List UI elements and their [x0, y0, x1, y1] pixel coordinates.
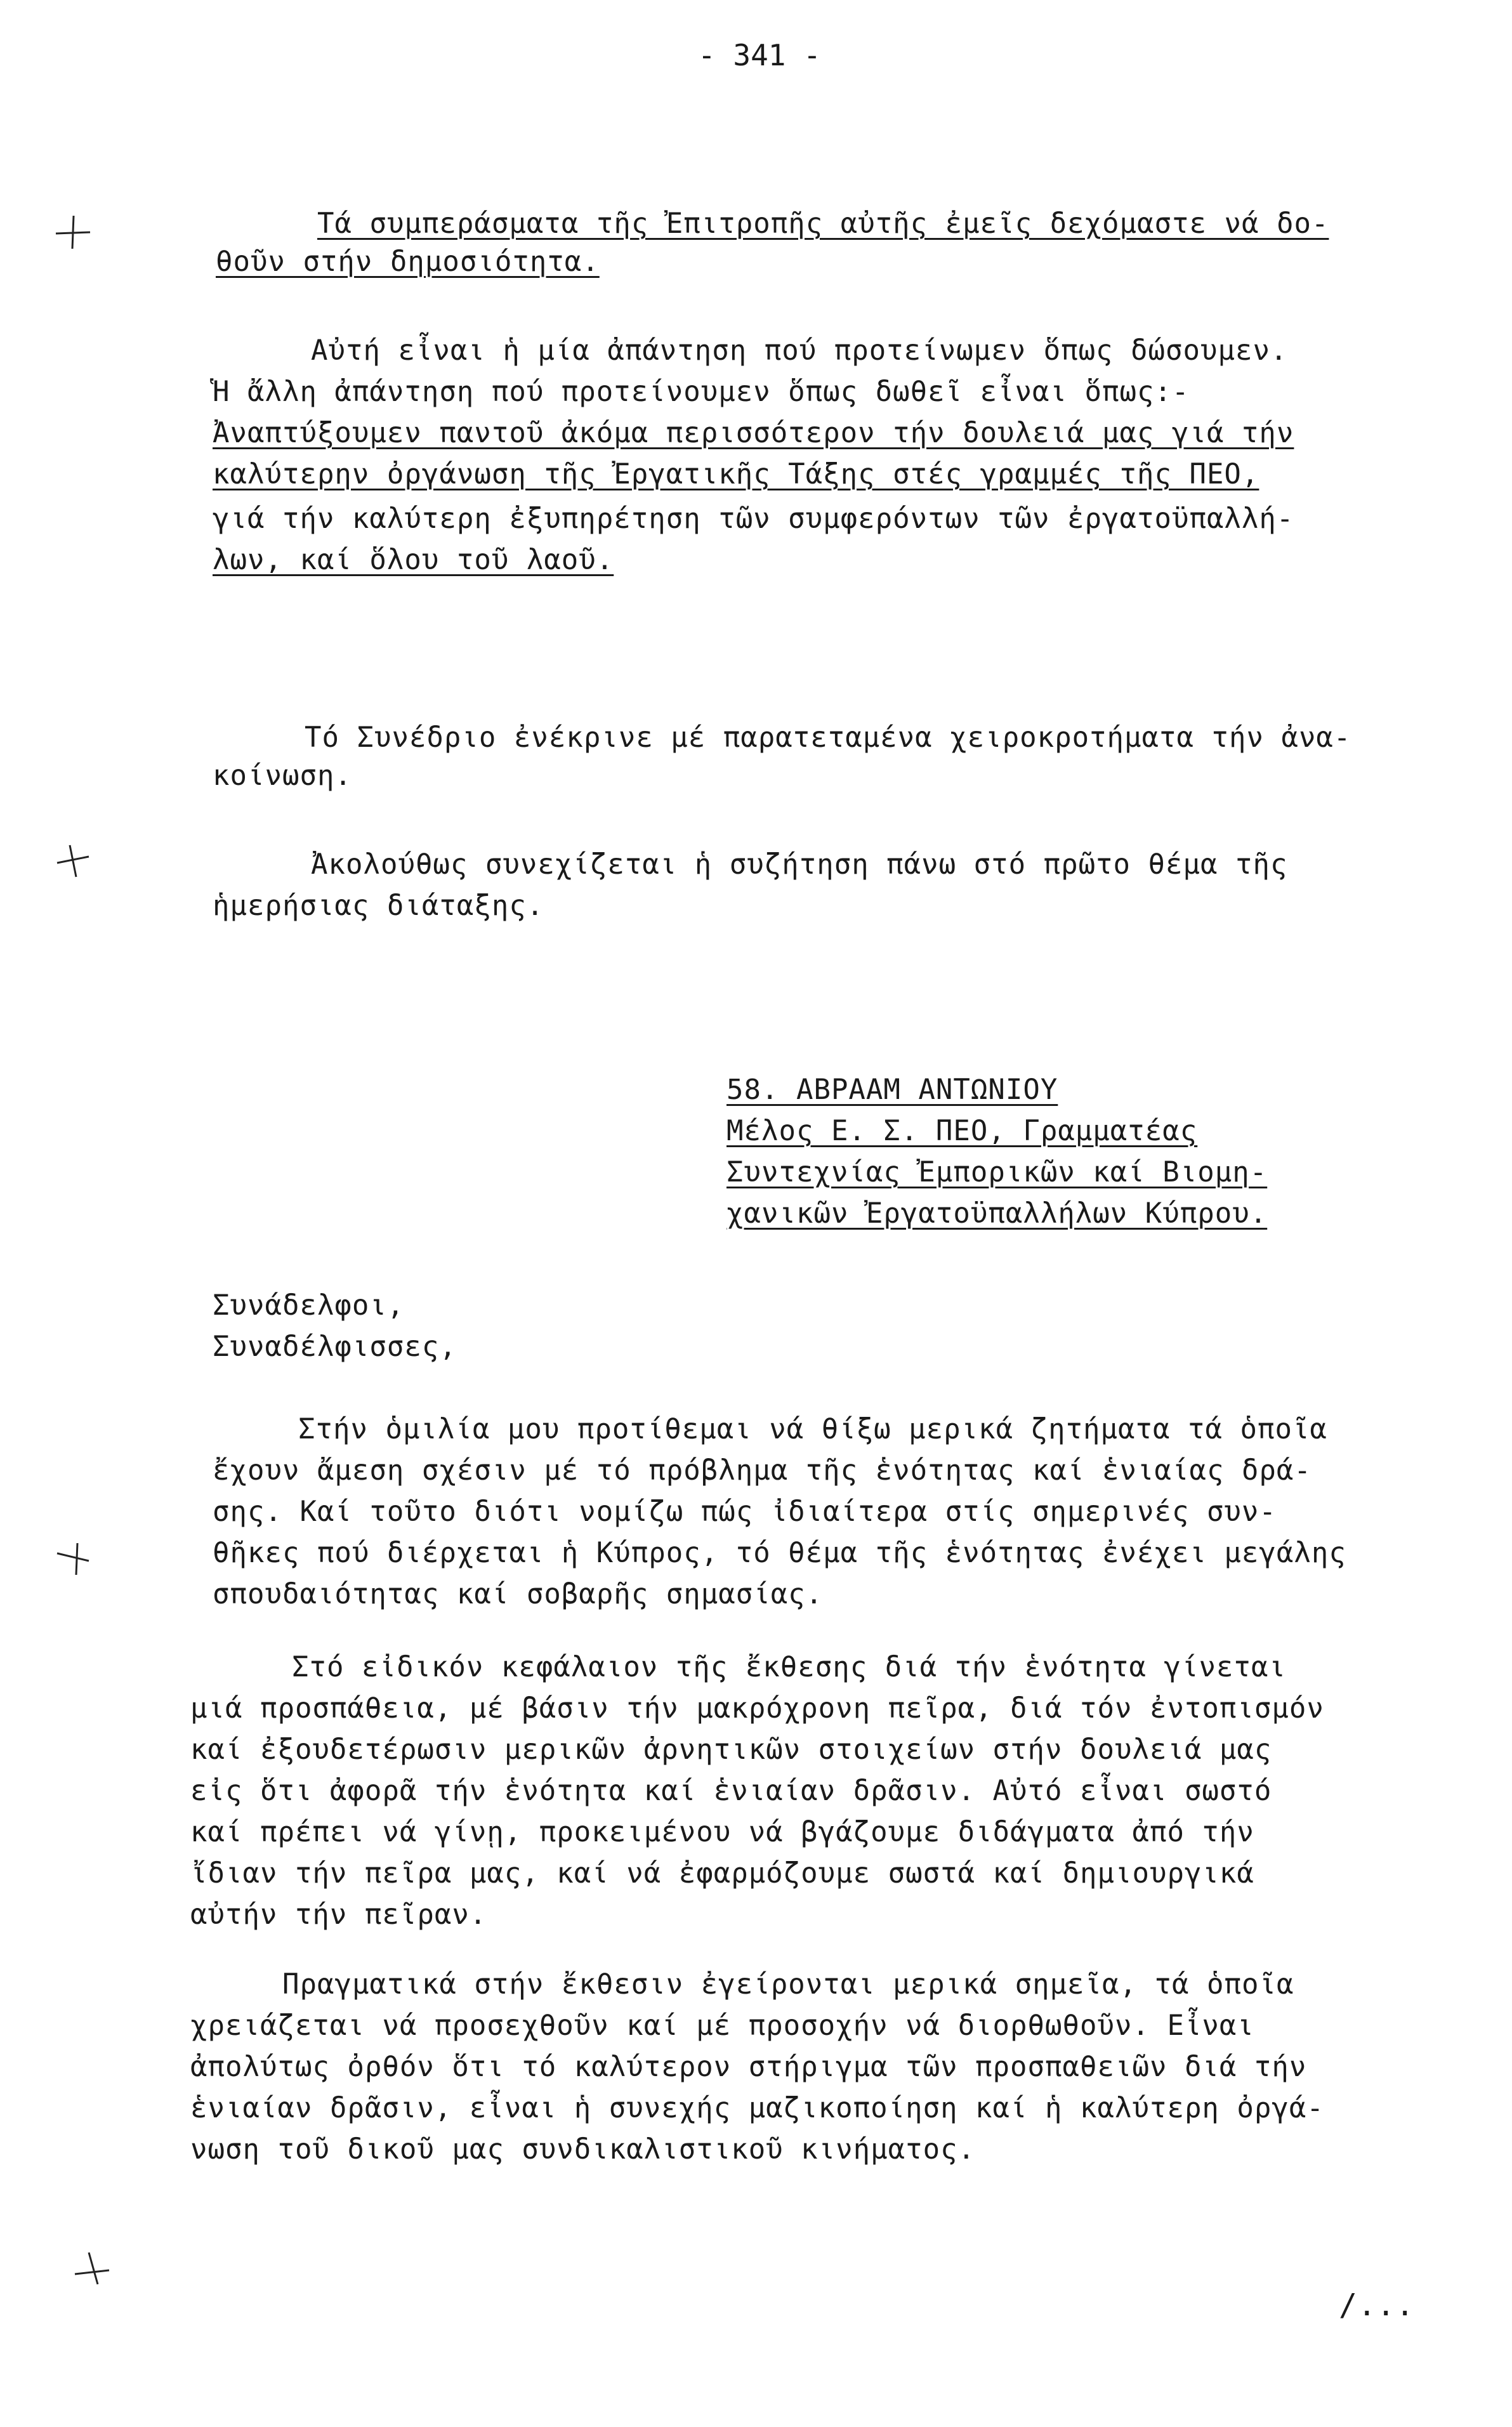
margin-cross-mark [51, 838, 95, 882]
text-line: λων, καί ὅλου τοῦ λαοῦ. [213, 544, 614, 576]
text-line: σπουδαιότητας καί σοβαρῆς σημασίας. [213, 1578, 824, 1610]
text-line: ἀπολύτως ὀρθόν ὅτι τό καλύτερον στήριγμα τῶν προσπαθειῶν διά τήν [190, 2051, 1307, 2083]
text-line: εἰς ὅτι ἀφορᾶ τήν ἑνότητα καί ἑνιαίαν δρᾶσιν. Αὐτό εἶναι σωστό [190, 1775, 1272, 1807]
greeting-line: Συνάδελφοι, [213, 1289, 405, 1322]
text-line: ἑνιαίαν δρᾶσιν, εἶναι ἡ συνεχής μαζικοποίηση καί ἡ καλύτερη ὀργά- [190, 2092, 1324, 2124]
speaker-heading: 58. ΑΒΡΑΑΜ ΑΝΤΩΝΙΟΥ [726, 1074, 1058, 1106]
text-line: ἴδιαν τήν πεῖρα μας, καί νά ἐφαρμόζουμε σωστά καί δημιουργικά [190, 1857, 1254, 1890]
text-line: καλύτερην ὀργάνωση τῆς Ἐργατικῆς Τάξης στές γραμμές τῆς ΠΕΟ, [213, 458, 1259, 490]
text-line: Ἀναπτύξουμεν παντοῦ ἀκόμα περισσότερον τήν δουλειά μας γιά τήν [213, 417, 1294, 449]
greeting-line: Συναδέλφισσες, [213, 1331, 457, 1363]
text-line: Στήν ὁμιλία μου προτίθεμαι νά θίξω μερικά ζητήματα τά ὁποῖα [298, 1413, 1327, 1445]
margin-cross-mark [51, 209, 95, 254]
text-line: γιά τήν καλύτερη ἐξυπηρέτηση τῶν συμφερόντων τῶν ἐργατοϋπαλλή- [213, 503, 1294, 535]
text-line: Αὐτή εἶναι ἡ μία ἀπάντηση πού προτείνωμεν ὅπως δώσουμεν. [311, 334, 1288, 367]
text-line: νωση τοῦ δικοῦ μας συνδικαλιστικοῦ κινήματος. [190, 2133, 976, 2166]
speaker-title: Συντεχνίας Ἐμπορικῶν καί Βιομη- [726, 1156, 1268, 1188]
page-number: - 341 - [698, 38, 821, 72]
text-line: θῆκες πού διέρχεται ἡ Κύπρος, τό θέμα τῆς ἑνότητας ἐνέχει μεγάλης [213, 1537, 1346, 1569]
text-line: μιά προσπάθεια, μέ βάσιν τήν μακρόχρονη πεῖρα, διά τόν ἐντοπισμόν [190, 1692, 1324, 1725]
text-line: ἡμερήσιας διάταξης. [213, 890, 544, 922]
text-line: Τά συμπεράσματα τῆς Ἐπιτροπῆς αὐτῆς ἐμεῖς δεχόμαστε νά δο- [317, 207, 1329, 240]
margin-cross-mark [51, 1536, 95, 1580]
text-line: Τό Συνέδριο ἐνέκρινε μέ παρατεταμένα χειροκροτήματα τήν ἀνα- [305, 721, 1351, 754]
text-line: χρειάζεται νά προσεχθοῦν καί μέ προσοχήν νά διορθωθοῦν. Εἶναι [190, 2009, 1254, 2042]
text-line: Στό εἰδικόν κεφάλαιον τῆς ἔκθεσης διά τήν ἑνότητα γίνεται [292, 1651, 1286, 1683]
speaker-title: χανικῶν Ἐργατοϋπαλλήλων Κύπρου. [726, 1197, 1268, 1230]
text-line: Πραγματικά στήν ἔκθεσιν ἐγείρονται μερικά σημεῖα, τά ὁποῖα [282, 1968, 1294, 2001]
text-line: ἔχουν ἄμεση σχέσιν μέ τό πρόβλημα τῆς ἑνότητας καί ἑνιαίας δρά- [213, 1454, 1311, 1487]
continuation-mark: /... [1339, 2287, 1415, 2323]
text-line: Ἀκολούθως συνεχίζεται ἡ συζήτηση πάνω στό πρῶτο θέμα τῆς [311, 848, 1288, 881]
text-line: κοίνωση. [213, 760, 352, 792]
text-line: θοῦν στήν δημοσιότητα. [216, 246, 600, 278]
speaker-title: Μέλος Ε. Σ. ΠΕΟ, Γραμματέας [726, 1115, 1198, 1147]
text-line: Ἡ ἄλλη ἀπάντηση πού προτείνουμεν ὅπως δωθεῖ εἶναι ὅπως:- [213, 376, 1190, 408]
margin-cross-mark [70, 2246, 114, 2291]
text-line: αὐτήν τήν πεῖραν. [190, 1898, 487, 1931]
text-line: καί ἐξουδετέρωσιν μερικῶν ἀρνητικῶν στοιχείων στήν δουλειά μας [190, 1733, 1272, 1766]
text-line: σης. Καί τοῦτο διότι νομίζω πώς ἰδιαίτερα στίς σημερινές συν- [213, 1496, 1277, 1528]
text-line: καί πρέπει νά γίνῃ, προκειμένου νά βγάζουμε διδάγματα ἀπό τήν [190, 1816, 1254, 1848]
